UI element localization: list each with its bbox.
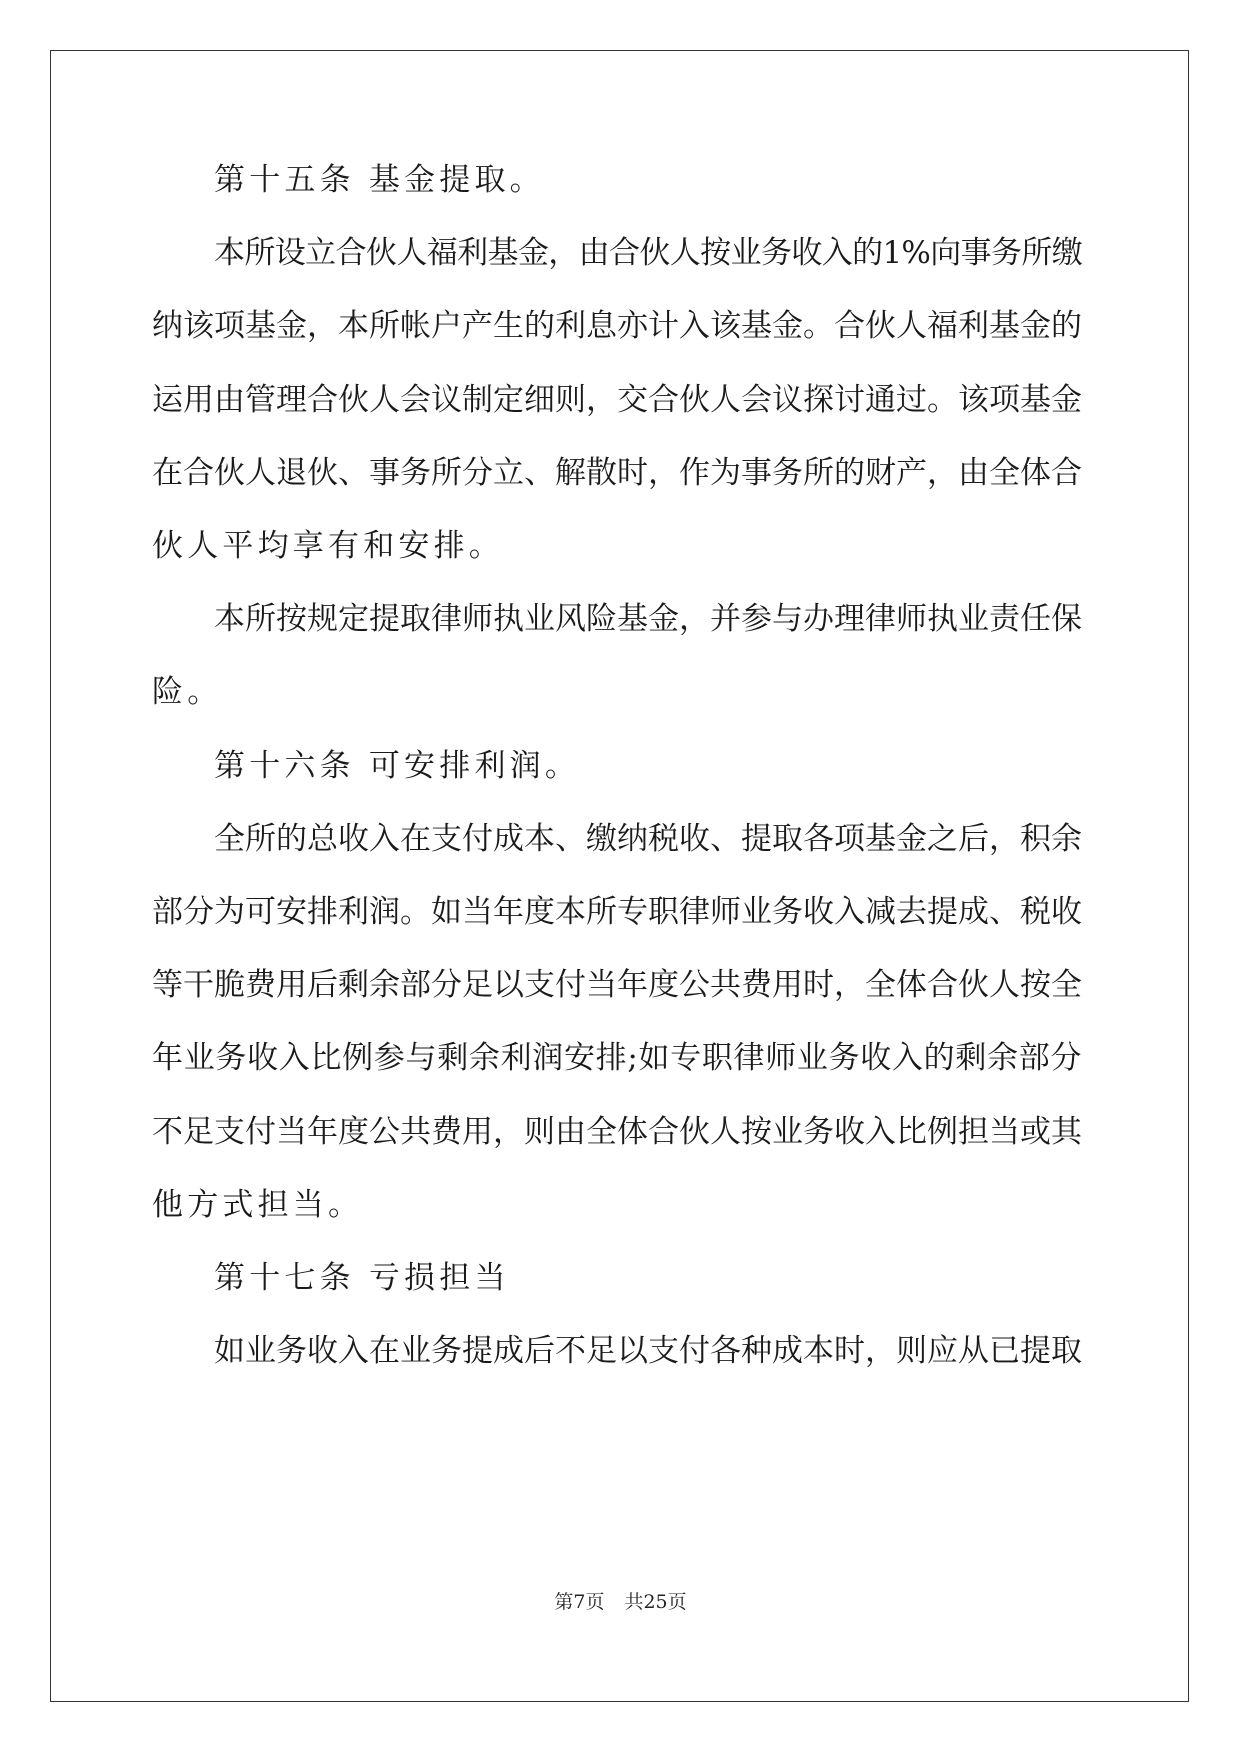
page-number: 第7页 (554, 1591, 605, 1613)
text-line: 年业务收入比例参与剩余利润安排;如专职律师业务收入的剩余部分 (152, 1040, 1082, 1077)
text-line: 险。 (152, 674, 223, 711)
page-border (50, 50, 1189, 1702)
text-line: 本所按规定提取律师执业风险基金，并参与办理律师执业责任保 (214, 601, 1082, 638)
text-line: 在合伙人退伙、事务所分立、解散时，作为事务所的财产，由全体合 (152, 454, 1082, 491)
text-line: 部分为可安排利润。如当年度本所专职律师业务收入减去提成、税收 (152, 894, 1082, 930)
text-line: 纳该项基金，本所帐户产生的利息亦计入该基金。合伙人福利基金的 (152, 308, 1082, 345)
text-line: 全所的总收入在支付成本、缴纳税收、提取各项基金之后，积余 (214, 820, 1082, 857)
text-line: 他方式担当。 (152, 1186, 364, 1223)
text-line: 本所设立合伙人福利基金，由合伙人按业务收入的1%向事务所缴 (214, 235, 1082, 272)
text-line: 不足支付当年度公共费用，则由全体合伙人按业务收入比例担当或其 (152, 1113, 1082, 1150)
text-line: 第十七条 亏损担当 (214, 1260, 510, 1296)
page-footer (0, 1590, 1241, 1614)
page-total: 共25页 (624, 1591, 687, 1613)
text-line: 伙人平均享有和安排。 (152, 528, 504, 564)
text-line: 如业务收入在业务提成后不足以支付各种成本时，则应从已提取 (214, 1333, 1082, 1370)
text-line: 运用由管理合伙人会议制定细则，交合伙人会议探讨通过。该项基金 (152, 381, 1082, 418)
text-line: 第十五条 基金提取。 (214, 162, 545, 198)
text-line: 等干脆费用后剩余部分足以支付当年度公共费用时，全体合伙人按全 (152, 967, 1082, 1004)
text-line: 第十六条 可安排利润。 (214, 747, 581, 784)
